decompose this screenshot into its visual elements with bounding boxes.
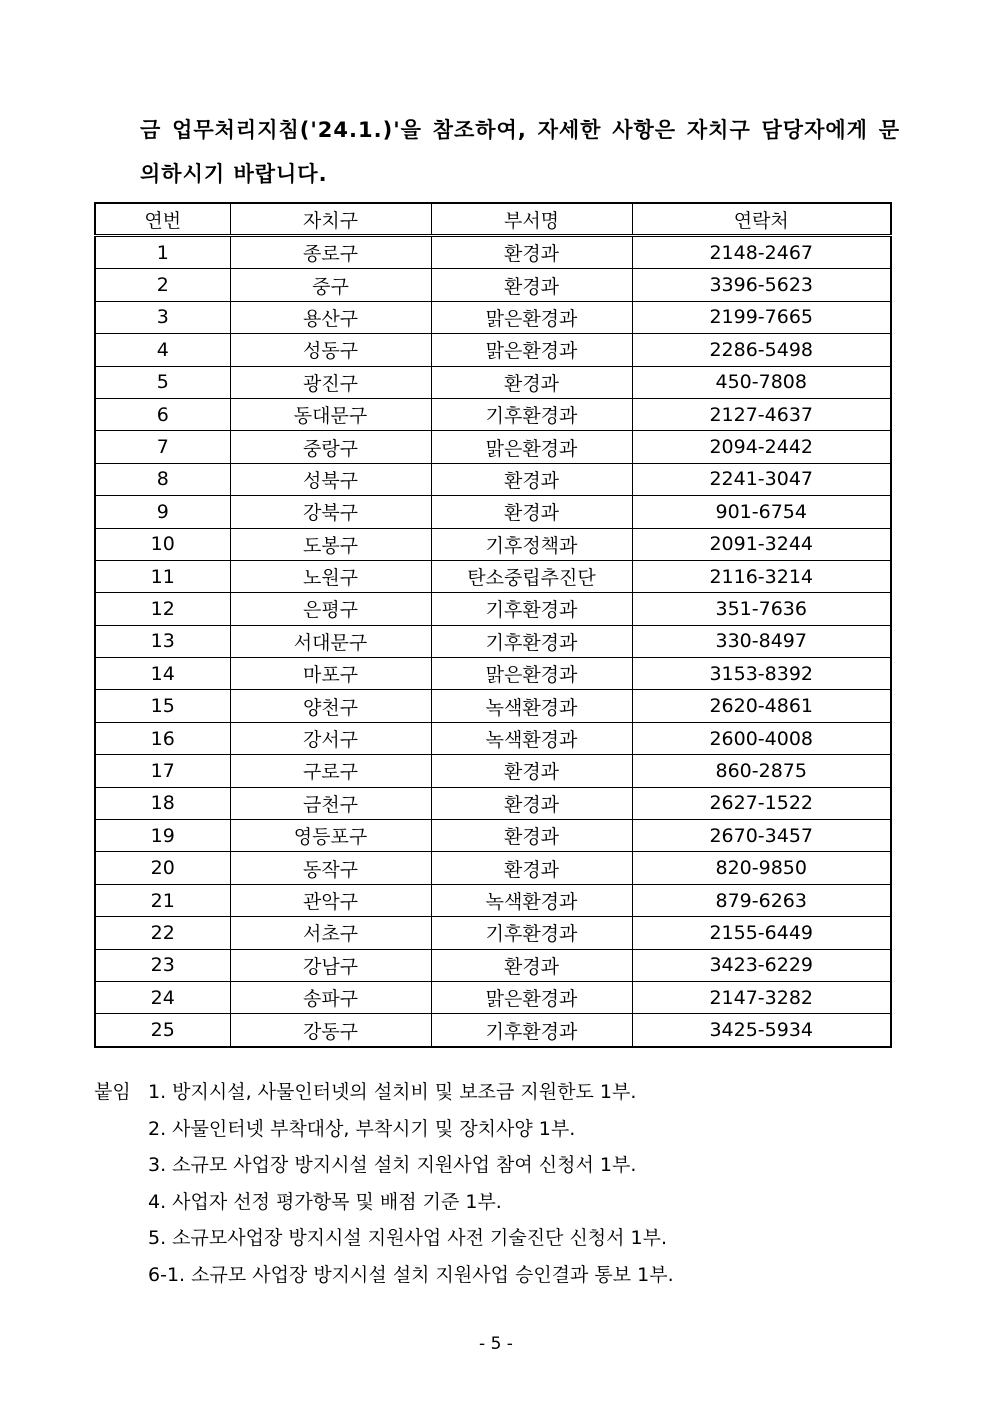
attachment-item — [94, 1220, 914, 1257]
cell-number: 11 — [95, 560, 230, 592]
intro-line-1: 금 업무처리지침('24.1.)'을 참조하여, 자세한 사항은 자치구 담당자에게 문 — [140, 118, 900, 142]
cell-department: 녹색환경과 — [431, 722, 632, 754]
cell-district: 구로구 — [230, 755, 431, 787]
cell-department: 맑은환경과 — [431, 981, 632, 1013]
cell-department: 맑은환경과 — [431, 301, 632, 333]
cell-district: 성동구 — [230, 334, 431, 366]
table-row — [95, 301, 891, 333]
table-row — [95, 269, 891, 301]
attachment-item — [94, 1184, 914, 1221]
cell-department: 환경과 — [431, 852, 632, 884]
cell-number: 17 — [95, 755, 230, 787]
table-row — [95, 334, 891, 366]
cell-department: 환경과 — [431, 755, 632, 787]
cell-department: 기후환경과 — [431, 1014, 632, 1047]
cell-district: 서대문구 — [230, 625, 431, 657]
attachment-label: 붙임 — [94, 1081, 131, 1103]
header-district: 자치구 — [230, 203, 431, 236]
cell-district: 강동구 — [230, 1014, 431, 1047]
cell-department: 환경과 — [431, 463, 632, 495]
cell-district: 노원구 — [230, 560, 431, 592]
cell-department: 기후환경과 — [431, 625, 632, 657]
cell-contact: 901-6754 — [632, 496, 891, 528]
cell-contact: 2241-3047 — [632, 463, 891, 495]
cell-number: 20 — [95, 852, 230, 884]
cell-district: 마포구 — [230, 658, 431, 690]
cell-number: 25 — [95, 1014, 230, 1047]
cell-contact: 330-8497 — [632, 625, 891, 657]
table-row — [95, 593, 891, 625]
cell-district: 성북구 — [230, 463, 431, 495]
table-row — [95, 528, 891, 560]
cell-contact: 2148-2467 — [632, 236, 891, 269]
attachments — [94, 1074, 914, 1293]
cell-number: 12 — [95, 593, 230, 625]
cell-number: 16 — [95, 722, 230, 754]
cell-department: 맑은환경과 — [431, 334, 632, 366]
cell-district: 강남구 — [230, 949, 431, 981]
cell-department: 기후환경과 — [431, 398, 632, 430]
cell-contact: 879-6263 — [632, 884, 891, 916]
cell-district: 관악구 — [230, 884, 431, 916]
cell-department: 탄소중립추진단 — [431, 560, 632, 592]
cell-contact: 2627-1522 — [632, 787, 891, 819]
cell-number: 2 — [95, 269, 230, 301]
cell-department: 환경과 — [431, 820, 632, 852]
cell-contact: 450-7808 — [632, 366, 891, 398]
attachment-text: 2. 사물인터넷 부착대상, 부착시기 및 장치사양 1부. — [148, 1117, 576, 1140]
cell-contact: 3396-5623 — [632, 269, 891, 301]
cell-number: 18 — [95, 787, 230, 819]
cell-contact: 860-2875 — [632, 755, 891, 787]
cell-number: 15 — [95, 690, 230, 722]
cell-district: 은평구 — [230, 593, 431, 625]
cell-contact: 820-9850 — [632, 852, 891, 884]
cell-contact: 2286-5498 — [632, 334, 891, 366]
cell-district: 서초구 — [230, 917, 431, 949]
attachment-text: 5. 소규모사업장 방지시설 지원사업 사전 기술진단 신청서 1부. — [148, 1227, 668, 1249]
attachment-item — [94, 1257, 914, 1294]
cell-department: 환경과 — [431, 787, 632, 819]
intro-line-2: 의하시기 바랍니다. — [140, 162, 328, 186]
cell-department: 기후정책과 — [431, 528, 632, 560]
table-row — [95, 431, 891, 463]
table-row — [95, 560, 891, 592]
cell-department: 녹색환경과 — [431, 690, 632, 722]
cell-contact: 2116-3214 — [632, 560, 891, 592]
table-row — [95, 852, 891, 884]
cell-district: 강북구 — [230, 496, 431, 528]
cell-department: 환경과 — [431, 269, 632, 301]
cell-number: 4 — [95, 334, 230, 366]
table-row — [95, 949, 891, 981]
intro-paragraph — [140, 108, 900, 196]
cell-number: 7 — [95, 431, 230, 463]
table-row — [95, 690, 891, 722]
cell-department: 맑은환경과 — [431, 431, 632, 463]
attachment-item — [94, 1111, 914, 1148]
attachment-item — [94, 1147, 914, 1184]
cell-district: 영등포구 — [230, 820, 431, 852]
table-row — [95, 1014, 891, 1047]
cell-district: 용산구 — [230, 301, 431, 333]
cell-contact: 2199-7665 — [632, 301, 891, 333]
cell-department: 녹색환경과 — [431, 884, 632, 916]
cell-number: 6 — [95, 398, 230, 430]
table-row — [95, 398, 891, 430]
cell-contact: 2127-4637 — [632, 398, 891, 430]
cell-district: 동대문구 — [230, 398, 431, 430]
table-row — [95, 755, 891, 787]
cell-district: 중랑구 — [230, 431, 431, 463]
cell-number: 8 — [95, 463, 230, 495]
attachment-text: 1. 방지시설, 사물인터넷의 설치비 및 보조금 지원한도 1부. — [148, 1081, 637, 1103]
cell-district: 강서구 — [230, 722, 431, 754]
table-row — [95, 658, 891, 690]
attachment-text: 6-1. 소규모 사업장 방지시설 설치 지원사업 승인결과 통보 1부. — [148, 1263, 674, 1286]
cell-contact: 2620-4861 — [632, 690, 891, 722]
cell-contact: 2094-2442 — [632, 431, 891, 463]
cell-district: 중구 — [230, 269, 431, 301]
cell-contact: 2091-3244 — [632, 528, 891, 560]
cell-district: 광진구 — [230, 366, 431, 398]
table-row — [95, 884, 891, 916]
table-row — [95, 366, 891, 398]
cell-contact: 3423-6229 — [632, 949, 891, 981]
table-row — [95, 820, 891, 852]
table-row — [95, 917, 891, 949]
cell-department: 환경과 — [431, 949, 632, 981]
cell-number: 5 — [95, 366, 230, 398]
cell-number: 22 — [95, 917, 230, 949]
cell-contact: 2600-4008 — [632, 722, 891, 754]
cell-department: 기후환경과 — [431, 917, 632, 949]
table-row — [95, 463, 891, 495]
cell-district: 도봉구 — [230, 528, 431, 560]
attachment-text: 3. 소규모 사업장 방지시설 설치 지원사업 참여 신청서 1부. — [148, 1154, 637, 1176]
cell-department: 환경과 — [431, 366, 632, 398]
cell-number: 1 — [95, 236, 230, 269]
cell-department: 맑은환경과 — [431, 658, 632, 690]
cell-number: 9 — [95, 496, 230, 528]
cell-district: 송파구 — [230, 981, 431, 1013]
table-row — [95, 236, 891, 269]
header-number: 연번 — [95, 203, 230, 236]
table-row — [95, 496, 891, 528]
cell-district: 금천구 — [230, 787, 431, 819]
cell-district: 동작구 — [230, 852, 431, 884]
cell-contact: 351-7636 — [632, 593, 891, 625]
attachment-text: 4. 사업자 선정 평가항목 및 배점 기준 1부. — [148, 1190, 502, 1213]
table-row — [95, 625, 891, 657]
attachment-item — [94, 1074, 914, 1111]
cell-number: 13 — [95, 625, 230, 657]
header-contact: 연락처 — [632, 203, 891, 236]
contact-table — [94, 202, 892, 1048]
table-header — [95, 203, 891, 236]
cell-number: 3 — [95, 301, 230, 333]
cell-department: 환경과 — [431, 496, 632, 528]
cell-district: 양천구 — [230, 690, 431, 722]
table-row — [95, 981, 891, 1013]
header-row — [95, 203, 891, 236]
cell-number: 23 — [95, 949, 230, 981]
table-row — [95, 722, 891, 754]
cell-district: 종로구 — [230, 236, 431, 269]
header-department: 부서명 — [431, 203, 632, 236]
table-body — [95, 236, 891, 1047]
cell-department: 환경과 — [431, 236, 632, 269]
cell-contact: 2155-6449 — [632, 917, 891, 949]
cell-number: 10 — [95, 528, 230, 560]
cell-contact: 2670-3457 — [632, 820, 891, 852]
cell-number: 21 — [95, 884, 230, 916]
page-number: - 5 - — [479, 1334, 513, 1354]
cell-contact: 3425-5934 — [632, 1014, 891, 1047]
cell-department: 기후환경과 — [431, 593, 632, 625]
cell-contact: 3153-8392 — [632, 658, 891, 690]
cell-contact: 2147-3282 — [632, 981, 891, 1013]
table-row — [95, 787, 891, 819]
cell-number: 19 — [95, 820, 230, 852]
cell-number: 14 — [95, 658, 230, 690]
cell-number: 24 — [95, 981, 230, 1013]
